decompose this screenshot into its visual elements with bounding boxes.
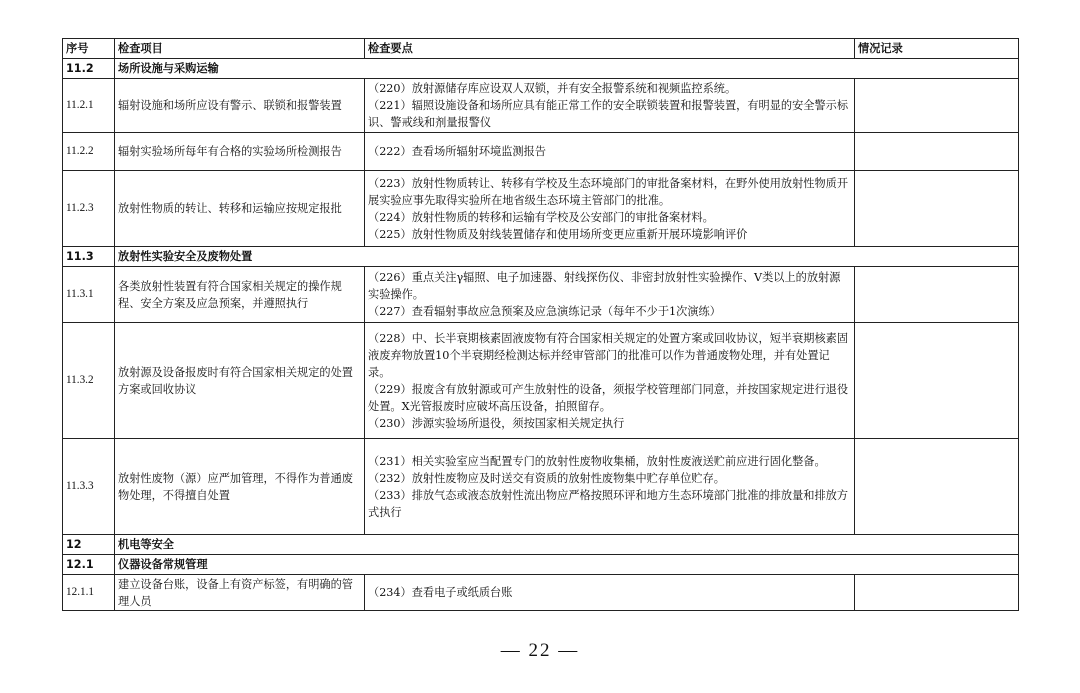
check-point: （223）放射性物质转让、转移有学校及生态环境部门的审批备案材料，在野外使用放射性物质开展实验应事先取得实验所在地省级生态环境主管部门的批准。 [368,176,849,207]
table-row [63,575,1019,611]
check-point: （228）中、长半衰期核素固液废物有符合国家相关规定的处置方案或回收协议，短半衰期核素固液废弃物放置10个半衰期经检测达标并经审管部门的批准可以作为普通废物处理，并有处置记录。 [368,331,849,379]
section-title: 场所设施与采购运输 [115,59,1019,79]
section-row [63,59,1019,79]
row-number: 12.1.1 [63,575,115,611]
check-point: （222）查看场所辐射环境监测报告 [368,145,546,158]
table-row [63,133,1019,171]
section-number: 11.2 [63,59,115,79]
section-row [63,555,1019,575]
check-point: （231）相关实验室应当配置专门的放射性废物收集桶，放射性废液送贮前应进行固化整备。 [368,454,826,468]
check-point: （232）放射性废物应及时送交有资质的放射性废物集中贮存单位贮存。 [368,471,725,485]
header-row [63,39,1019,59]
check-points [365,439,855,535]
record-cell[interactable] [855,439,1019,535]
record-cell[interactable] [855,323,1019,439]
header-item: 检查项目 [115,39,365,59]
record-cell[interactable] [855,171,1019,247]
table-body [63,59,1019,611]
table-row [63,79,1019,133]
table-row [63,267,1019,323]
row-number: 11.3.3 [63,439,115,535]
check-points [365,323,855,439]
row-number: 11.3.1 [63,267,115,323]
check-point: （221）辐照设施设备和场所应具有能正常工作的安全联锁装置和报警装置，有明显的安全警示标识、警戒线和剂量报警仪 [368,99,849,129]
section-row [63,247,1019,267]
section-number: 11.3 [63,247,115,267]
page-number: — 22 — [500,640,580,661]
check-point: （230）涉源实验场所退役，须按国家相关规定执行 [368,416,625,430]
check-point: （225）放射性物质及射线装置储存和使用场所变更应重新开展环境影响评价 [368,227,748,241]
check-point: （234）查看电子或纸质台账 [368,586,513,599]
check-point: （229）报废含有放射源或可产生放射性的设备，须报学校管理部门同意，并按国家规定进行退役处置。X光管报废时应破坏高压设备，拍照留存。 [368,382,849,413]
check-item: 放射性废物（源）应严加管理，不得作为普通废物处理，不得擅自处置 [115,439,365,535]
check-points [365,79,855,133]
check-item: 放射源及设备报废时有符合国家相关规定的处置方案或回收协议 [115,323,365,439]
check-item: 辐射设施和场所应设有警示、联锁和报警装置 [115,79,365,133]
check-points [365,575,855,611]
check-point: （233）排放气态或液态放射性流出物应严格按照环评和地方生态环境部门批准的排放量和排放方式执行 [368,488,849,519]
table-row [63,171,1019,247]
row-number: 11.2.3 [63,171,115,247]
check-item: 辐射实验场所每年有合格的实验场所检测报告 [115,133,365,171]
check-item: 放射性物质的转让、转移和运输应按规定报批 [115,171,365,247]
inspection-table [62,38,1019,611]
check-point: （226）重点关注γ辐照、电子加速器、射线探伤仪、非密封放射性实验操作、V类以上的放射源实验操作。 [368,271,841,301]
check-point: （227）查看辐射事故应急预案及应急演练记录（每年不少于1次演练） [368,305,721,318]
record-cell[interactable] [855,575,1019,611]
row-number: 11.2.2 [63,133,115,171]
header-record: 情况记录 [855,39,1019,59]
record-cell[interactable] [855,133,1019,171]
record-cell[interactable] [855,267,1019,323]
record-cell[interactable] [855,79,1019,133]
header-seq: 序号 [63,39,115,59]
check-point: （224）放射性物质的转移和运输有学校及公安部门的审批备案材料。 [368,210,714,224]
check-point: （220）放射源储存库应设双人双锁，并有安全报警系统和视频监控系统。 [368,82,737,95]
section-title: 放射性实验安全及废物处置 [115,247,1019,267]
table-row [63,439,1019,535]
section-row [63,535,1019,555]
row-number: 11.2.1 [63,79,115,133]
check-points [365,133,855,171]
check-item: 各类放射性装置有符合国家相关规定的操作规程、安全方案及应急预案，并遵照执行 [115,267,365,323]
check-points [365,171,855,247]
check-item: 建立设备台账，设备上有资产标签，有明确的管理人员 [115,575,365,611]
section-title: 机电等安全 [115,535,1019,555]
check-points [365,267,855,323]
section-number: 12 [63,535,115,555]
section-number: 12.1 [63,555,115,575]
section-title: 仪器设备常规管理 [115,555,1019,575]
row-number: 11.3.2 [63,323,115,439]
table-row [63,323,1019,439]
header-points: 检查要点 [365,39,855,59]
